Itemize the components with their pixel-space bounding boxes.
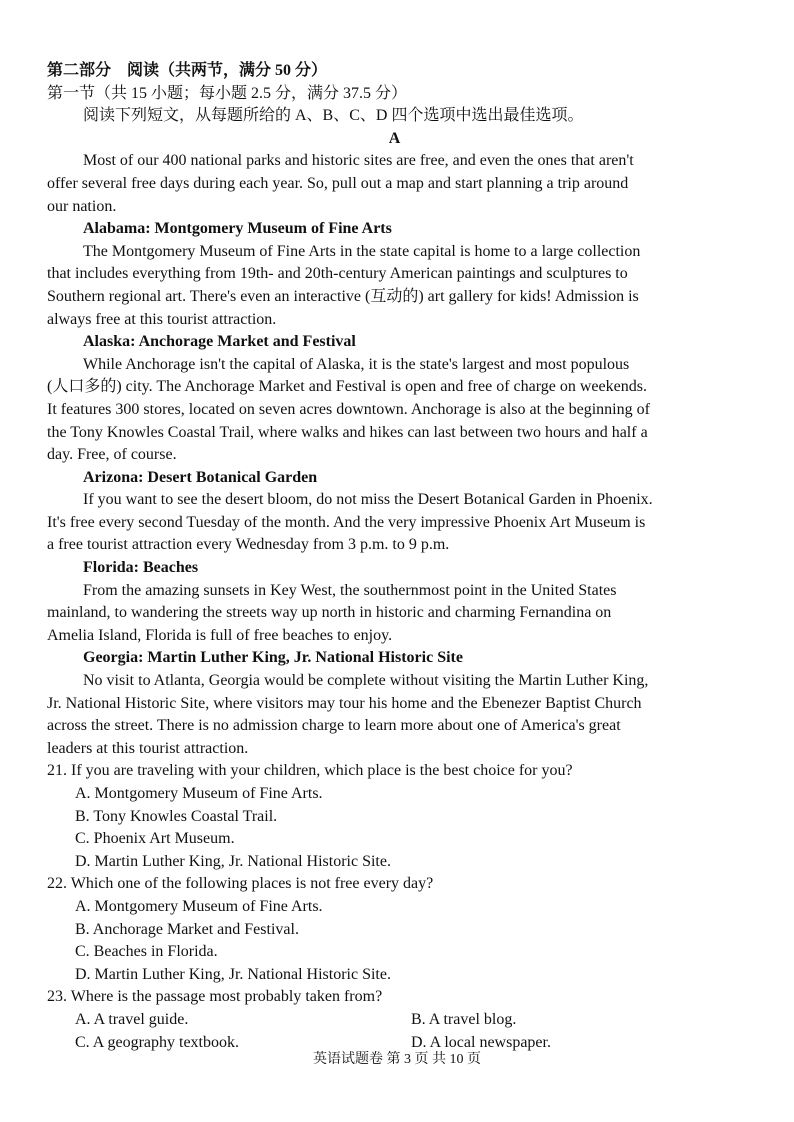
section-line: Southern regional art. There's even an interactive (互动的) art gallery for kids! Admission is	[47, 287, 639, 305]
section-arizona	[47, 467, 742, 557]
section-line: Jr. National Historic Site, where visitors may tour his home and the Ebenezer Baptist Church	[47, 694, 642, 712]
section-heading: Alaska: Anchorage Market and Festival	[83, 333, 356, 351]
part-title: 第二部分 阅读（共两节，满分 50 分）	[47, 62, 328, 79]
section-line: It features 300 stores, located on seven acres downtown. Anchorage is also at the beginning of	[47, 400, 650, 418]
question-22	[47, 873, 742, 986]
question-21	[47, 760, 742, 873]
option-a[interactable]: A. A travel guide.	[75, 1010, 189, 1028]
option-d[interactable]: D. Martin Luther King, Jr. National Historic Site.	[75, 852, 391, 870]
section-line: that includes everything from 19th- and 20th-century American paintings and sculptures to	[47, 265, 628, 283]
option-a[interactable]: A. Montgomery Museum of Fine Arts.	[75, 897, 323, 915]
section-line: From the amazing sunsets in Key West, the southernmost point in the United States	[83, 581, 617, 599]
section-line: Amelia Island, Florida is full of free beaches to enjoy.	[47, 626, 393, 644]
option-c[interactable]: C. A geography textbook.	[75, 1033, 239, 1051]
section-line: always free at this tourist attraction.	[47, 310, 277, 328]
intro-paragraph	[47, 150, 742, 218]
section-line: a free tourist attraction every Wednesday from 3 p.m. to 9 p.m.	[47, 536, 450, 554]
section-line: It's free every second Tuesday of the month. And the very impressive Phoenix Art Museum is	[47, 513, 646, 531]
section-alabama	[47, 218, 742, 331]
page-footer: 英语试题卷 第 3 页 共 10 页	[313, 1052, 481, 1067]
section-line: No visit to Atlanta, Georgia would be complete without visiting the Martin Luther King,	[83, 672, 649, 690]
option-a[interactable]: A. Montgomery Museum of Fine Arts.	[75, 785, 323, 802]
section-alaska	[47, 331, 742, 467]
section-line: day. Free, of course.	[47, 446, 177, 464]
passage-label: A	[388, 129, 401, 147]
section-line: (人口多的) city. The Anchorage Market and Festival is open and free of charge on weekends.	[47, 378, 647, 396]
section-line: If you want to see the desert bloom, do not miss the Desert Botanical Garden in Phoenix.	[83, 491, 653, 509]
question-stem: 21. If you are traveling with your children, which place is the best choice for you?	[47, 762, 573, 780]
intro-line: Most of our 400 national parks and historic sites are free, and even the ones that aren't	[83, 152, 634, 170]
option-b[interactable]: B. Anchorage Market and Festival.	[75, 920, 299, 938]
option-b[interactable]: B. A travel blog.	[411, 1010, 517, 1028]
intro-line: offer several free days during each year. So, pull out a map and start planning a trip around	[47, 174, 629, 192]
section-line: The Montgomery Museum of Fine Arts in the state capital is home to a large collection	[83, 242, 641, 260]
option-b[interactable]: B. Tony Knowles Coastal Trail.	[75, 807, 278, 825]
question-23	[47, 986, 742, 1054]
section-line: across the street. There is no admission charge to learn more about one of America's great	[47, 717, 621, 735]
intro-line: our nation.	[47, 197, 117, 215]
section-heading: Arizona: Desert Botanical Garden	[83, 468, 318, 486]
section-title: 第一节（共 15 小题；每小题 2.5 分，满分 37.5 分）	[47, 84, 408, 102]
section-line: the Tony Knowles Coastal Trail, where walks and hikes can last between two hours and half a	[47, 423, 648, 441]
option-d[interactable]: D. A local newspaper.	[411, 1033, 551, 1051]
section-heading: Florida: Beaches	[83, 559, 199, 577]
question-stem: 23. Where is the passage most probably taken from?	[47, 988, 383, 1006]
option-d[interactable]: D. Martin Luther King, Jr. National Historic Site.	[75, 965, 391, 983]
option-c[interactable]: C. Phoenix Art Museum.	[75, 830, 235, 848]
section-line: While Anchorage isn't the capital of Alaska, it is the state's largest and most populous	[83, 355, 630, 373]
instructions: 阅读下列短文，从每题所给的 A、B、C、D 四个选项中选出最佳选项。	[83, 107, 584, 125]
option-row	[47, 1009, 742, 1032]
section-heading: Georgia: Martin Luther King, Jr. National Historic Site	[83, 649, 463, 667]
section-florida	[47, 557, 742, 647]
section-georgia	[47, 647, 742, 760]
section-line: leaders at this tourist attraction.	[47, 739, 249, 757]
question-stem: 22. Which one of the following places is not free every day?	[47, 875, 434, 893]
option-c[interactable]: C. Beaches in Florida.	[75, 943, 218, 961]
section-line: mainland, to wandering the streets way up north in historic and charming Fernandina on	[47, 604, 612, 622]
section-heading: Alabama: Montgomery Museum of Fine Arts	[83, 220, 392, 238]
